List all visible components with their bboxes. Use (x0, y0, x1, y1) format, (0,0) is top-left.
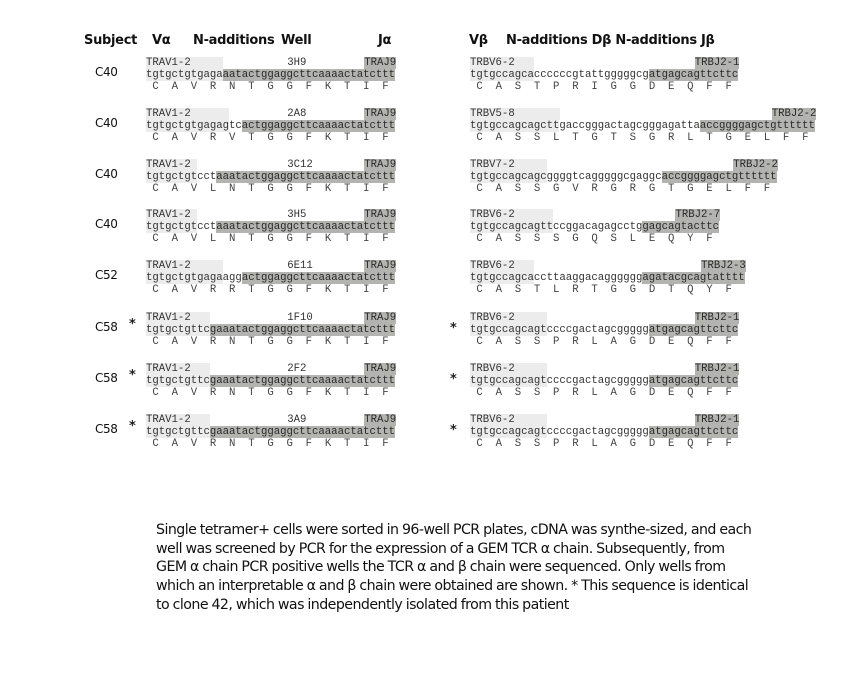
amino-acid-translation: C A S T P R I G G D E Q F F (476, 81, 732, 93)
nucleotide-sequence (146, 324, 395, 336)
header-well: Well (281, 33, 312, 48)
j-segment: gagcagtacttc (642, 221, 720, 233)
beta-chain-sequence (470, 57, 738, 93)
v-segment: tgtgccagcagtt (470, 221, 554, 233)
v-segment: tgtgctgttc (146, 426, 210, 438)
j-segment: actggaggcttcaaaactatcttt (241, 272, 396, 284)
v-segment: tgtgccagcagctt (470, 120, 560, 132)
header-subject: Subject (84, 33, 138, 48)
n-additions-segment: ccggacagagcctg (553, 221, 643, 233)
j-alpha-gene: TRAJ9 (364, 108, 397, 120)
asterisk-note-alpha: * (129, 317, 136, 332)
asterisk-note-alpha: * (129, 368, 136, 383)
j-segment: aatactggaggcttcaaaactatcttt (222, 69, 396, 81)
j-segment: gaaatactggaggcttcaaaactatcttt (209, 426, 396, 438)
nucleotide-sequence (470, 69, 738, 81)
v-segment: tgtgccagcagt (470, 426, 547, 438)
n-additions-segment: tc (229, 120, 242, 132)
n-additions-segment: agg (222, 272, 242, 284)
j-beta-gene: TRBJ2-7 (675, 209, 721, 221)
v-beta-gene: TRBV6-2 (470, 57, 534, 69)
j-alpha-gene: TRAJ9 (364, 57, 397, 69)
j-segment: accggggagctgtttttt (661, 171, 777, 183)
well-id: 2A8 (287, 108, 307, 120)
j-segment: gaaatactggaggcttcaaaactatcttt (209, 324, 396, 336)
asterisk-note-beta: * (450, 321, 457, 336)
amino-acid-translation: C A S S S G Q S L E Q Y F (476, 233, 713, 245)
amino-acid-translation: C A S S P R L A G D E Q F F (476, 438, 732, 450)
j-beta-gene: TRBJ2-3 (701, 260, 746, 272)
j-segment: atgagcagttcttc (648, 426, 739, 438)
v-alpha-gene: TRAV1-2 (146, 260, 223, 272)
j-alpha-gene: TRAJ9 (364, 414, 397, 426)
beta-chain-sequence (470, 363, 738, 399)
header-vb: Vβ (469, 33, 488, 48)
nucleotide-sequence (470, 426, 738, 438)
nucleotide-sequence (470, 272, 745, 284)
subject-id: C58 (95, 422, 118, 436)
v-segment: tgtgccagca (470, 69, 534, 81)
j-segment: atgagcagttcttc (648, 375, 739, 387)
j-alpha-gene: TRAJ9 (364, 260, 397, 272)
alpha-chain-sequence (146, 159, 395, 195)
v-segment: tgtgctgtgaga (146, 272, 223, 284)
n-additions-segment: ccttaaggacagggggg (533, 272, 643, 284)
amino-acid-translation: C A S T L R T G G D T Q Y F (476, 284, 732, 296)
well-id: 1F10 (287, 312, 313, 324)
well-id: 3H9 (287, 57, 307, 69)
v-segment: tgtgccagca (470, 272, 534, 284)
v-segment: tgtgctgttc (146, 324, 210, 336)
amino-acid-translation: C A V R N T G G F K T I F (152, 81, 389, 93)
n-additions-segment: cct (197, 171, 217, 183)
amino-acid-translation: C A S S L T G T S G R L T G E L F F (476, 132, 809, 144)
v-segment: tgtgctgttc (146, 375, 210, 387)
j-beta-gene: TRBJ2-1 (694, 57, 740, 69)
j-beta-gene: TRBJ2-1 (694, 363, 740, 375)
nucleotide-sequence (470, 375, 738, 387)
beta-chain-sequence (470, 414, 738, 450)
figure-caption: Single tetramer+ cells were sorted in 96-well PCR plates, cDNA was synthe-sized, and each well was screened by PCR for the expression of a GEM TCR α chain. Subsequently, from GEM α chain PCR positive wells the TCR α and β chain were sequenced. Only wells from which an interpretable α and β chain were obtained are shown. * This sequence is identical to clone 42, which was independently isolated from this patient (156, 522, 752, 613)
header-jb: Jβ (701, 33, 715, 48)
alpha-chain-sequence (146, 363, 395, 399)
j-segment: atgagcagttcttc (648, 69, 739, 81)
alpha-chain-sequence (146, 57, 395, 93)
subject-id: C40 (95, 217, 118, 231)
alpha-chain-sequence (146, 312, 395, 348)
subject-id: C40 (95, 167, 118, 181)
j-alpha-gene: TRAJ9 (364, 209, 397, 221)
alpha-chain-sequence (146, 209, 395, 245)
n-additions-segment: ccccgactagcggggg (546, 426, 649, 438)
j-beta-gene: TRBJ2-2 (733, 159, 778, 171)
beta-chain-sequence (470, 209, 719, 245)
j-alpha-gene: TRAJ9 (364, 363, 397, 375)
alpha-chain-sequence (146, 260, 395, 296)
beta-chain-sequence (470, 108, 815, 144)
n-additions-segment: cct (197, 221, 217, 233)
subject-id: C58 (95, 320, 118, 334)
amino-acid-translation: C A V R V T G G F K T I F (152, 132, 389, 144)
v-beta-gene: TRBV7-2 (470, 159, 547, 171)
v-alpha-gene: TRAV1-2 (146, 414, 210, 426)
amino-acid-translation: C A V R R T G G F K T I F (152, 284, 389, 296)
well-id: 3H5 (287, 209, 307, 221)
amino-acid-translation: C A S S P R L A G D E Q F F (476, 336, 732, 348)
j-alpha-gene: TRAJ9 (364, 312, 397, 324)
v-beta-gene: TRBV6-2 (470, 260, 534, 272)
header-ja: Jα (378, 33, 392, 48)
v-segment: tgtgctgtgaga (146, 69, 223, 81)
subject-id: C40 (95, 65, 118, 79)
v-beta-gene: TRBV6-2 (470, 363, 547, 375)
v-beta-gene: TRBV5-8 (470, 108, 560, 120)
nucleotide-sequence (470, 324, 738, 336)
v-alpha-gene: TRAV1-2 (146, 363, 210, 375)
header-va: Vα (152, 33, 171, 48)
asterisk-note-beta: * (450, 372, 457, 387)
well-id: 6E11 (287, 260, 313, 272)
amino-acid-translation: C A S S P R L A G D E Q F F (476, 387, 732, 399)
nucleotide-sequence (146, 221, 395, 233)
nucleotide-sequence (146, 120, 395, 132)
v-segment: tgtgccagcagc (470, 171, 547, 183)
j-segment: accggggagctgtttttt (699, 120, 815, 132)
beta-chain-sequence (470, 159, 777, 195)
v-segment: tgtgccagcagt (470, 375, 547, 387)
v-segment: tgtgctgt (146, 221, 198, 233)
v-alpha-gene: TRAV1-2 (146, 108, 229, 120)
v-alpha-gene: TRAV1-2 (146, 209, 197, 221)
j-segment: atgagcagttcttc (648, 324, 739, 336)
v-alpha-gene: TRAV1-2 (146, 312, 210, 324)
v-beta-gene: TRBV6-2 (470, 312, 547, 324)
n-additions-segment: ggggtcagggggcgaggc (546, 171, 662, 183)
v-beta-gene: TRBV6-2 (470, 414, 547, 426)
amino-acid-translation: C A V L N T G G F K T I F (152, 233, 389, 245)
nucleotide-sequence (470, 221, 719, 233)
alpha-chain-sequence (146, 414, 395, 450)
nucleotide-sequence (146, 272, 395, 284)
amino-acid-translation: C A S S G V R G R G T G E L F F (476, 183, 771, 195)
subject-id: C52 (95, 268, 118, 282)
well-id: 3A9 (287, 414, 307, 426)
n-additions-segment: ccccgactagcggggg (546, 324, 649, 336)
well-id: 2F2 (287, 363, 307, 375)
v-alpha-gene: TRAV1-2 (146, 159, 197, 171)
amino-acid-translation: C A V R N T G G F K T I F (152, 336, 389, 348)
subject-id: C40 (95, 116, 118, 130)
asterisk-note-beta: * (450, 423, 457, 438)
j-segment: agatacgcagtatttt (642, 272, 745, 284)
v-segment: tgtgccagcagt (470, 324, 547, 336)
j-segment: actggaggcttcaaaactatcttt (241, 120, 396, 132)
n-additions-segment: ccccgactagcggggg (546, 375, 649, 387)
beta-chain-sequence (470, 312, 738, 348)
j-segment: aaatactggaggcttcaaaactatcttt (216, 221, 396, 233)
subject-id: C58 (95, 371, 118, 385)
nucleotide-sequence (146, 69, 395, 81)
amino-acid-translation: C A V R N T G G F K T I F (152, 387, 389, 399)
v-beta-gene: TRBV6-2 (470, 209, 553, 221)
v-segment: tgtgctgtgagag (146, 120, 230, 132)
alpha-chain-sequence (146, 108, 395, 144)
header-n-additions-alpha: N-additions (193, 33, 275, 48)
v-alpha-gene: TRAV1-2 (146, 57, 223, 69)
nucleotide-sequence (470, 171, 777, 183)
beta-chain-sequence (470, 260, 745, 296)
amino-acid-translation: C A V R N T G G F K T I F (152, 438, 389, 450)
v-segment: tgtgctgt (146, 171, 198, 183)
j-alpha-gene: TRAJ9 (364, 159, 397, 171)
well-id: 3C12 (287, 159, 313, 171)
n-additions-segment: ccccccgtattgggggcg (533, 69, 649, 81)
j-segment: aaatactggaggcttcaaaactatcttt (216, 171, 396, 183)
j-beta-gene: TRBJ2-1 (694, 312, 740, 324)
nucleotide-sequence (146, 375, 395, 387)
j-beta-gene: TRBJ2-1 (694, 414, 740, 426)
j-segment: gaaatactggaggcttcaaaactatcttt (209, 375, 396, 387)
nucleotide-sequence (146, 426, 395, 438)
asterisk-note-alpha: * (129, 419, 136, 434)
n-additions-segment: gaccgggactagcgggagatta (559, 120, 700, 132)
j-beta-gene: TRBJ2-2 (771, 108, 817, 120)
amino-acid-translation: C A V L N T G G F K T I F (152, 183, 389, 195)
nucleotide-sequence (146, 171, 395, 183)
nucleotide-sequence (470, 120, 815, 132)
header-n-additions-db: N-additions Dβ N-additions (506, 33, 697, 48)
